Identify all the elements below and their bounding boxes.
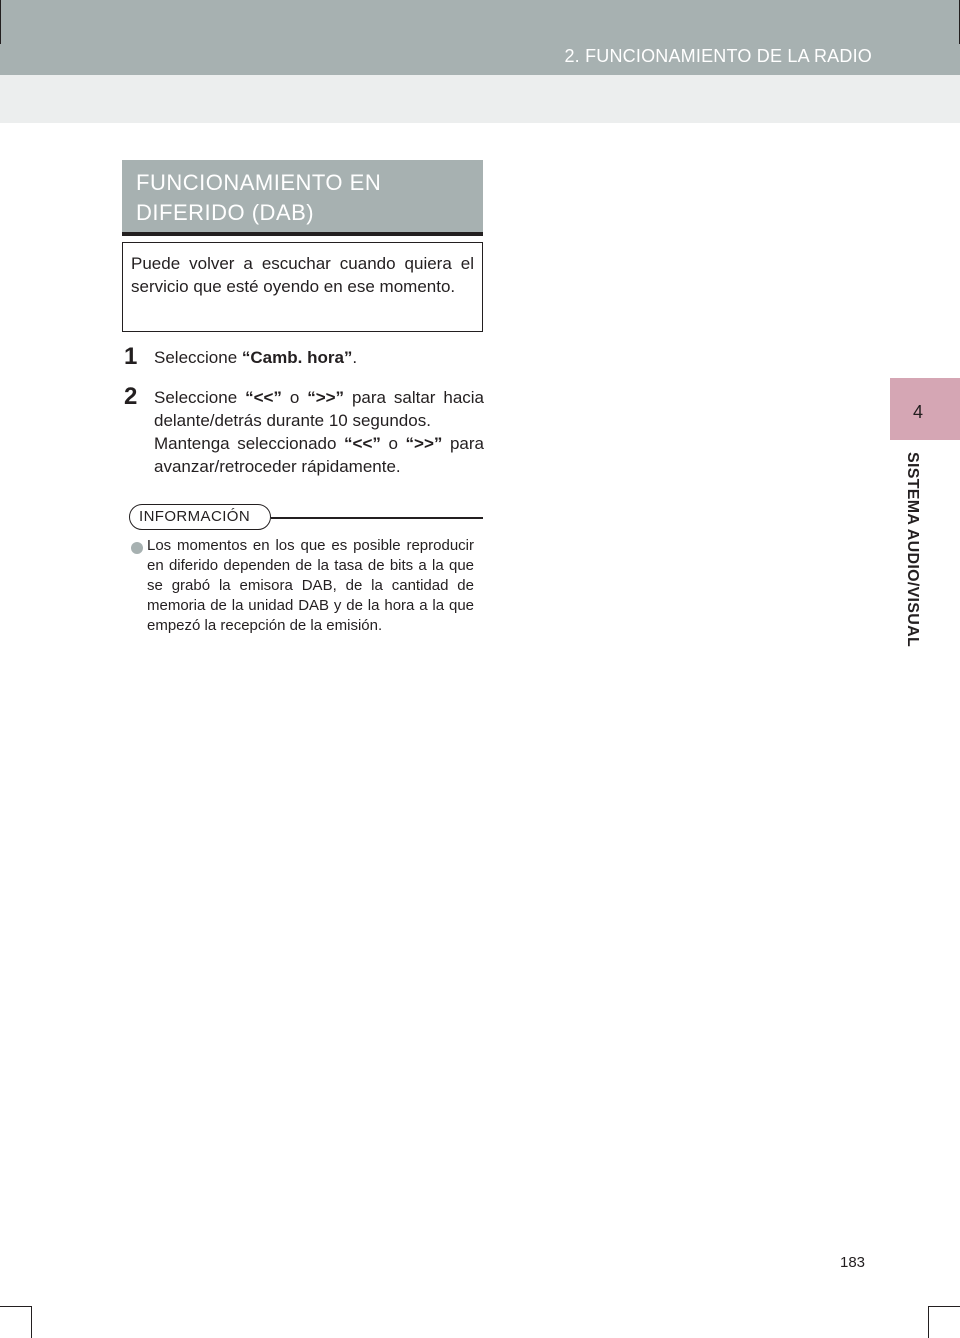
section-title: FUNCIONAMIENTO EN DIFERIDO (DAB)	[136, 170, 382, 225]
step-number: 2	[124, 383, 138, 410]
step-text	[154, 346, 484, 369]
step-button-ref: “Camb. hora”	[241, 348, 353, 367]
step-text-part: .	[352, 348, 358, 367]
info-bullet-text: Los momentos en los que es posible reproducir en diferido dependen de la tasa de bits a la que se grabó la emisora DAB, de la cantidad de memoria de la unidad DAB y de la hora a la que empezó la recepción de la emisión.	[147, 537, 474, 634]
step-text-part: Seleccione	[154, 348, 242, 367]
step-button-ref: “<<”	[245, 388, 282, 407]
step-text-part: o	[281, 388, 308, 407]
crop-mark	[929, 1306, 960, 1307]
crop-mark	[0, 0, 1, 44]
step-number: 1	[124, 343, 138, 370]
chapter-number: 4	[912, 402, 923, 422]
header-subband	[0, 75, 960, 123]
step-text	[154, 386, 484, 478]
info-rule	[271, 517, 483, 519]
running-head: 2. FUNCIONAMIENTO DE LA RADIO	[564, 46, 872, 66]
info-label: INFORMACIÓN	[139, 508, 251, 525]
step-button-ref: “>>”	[405, 434, 443, 453]
step-text-part: Seleccione	[154, 388, 246, 407]
step-text-part: para saltar hacia delante/detrás durante 10 segundos.	[154, 388, 485, 430]
step-button-ref: “>>”	[307, 388, 345, 407]
crop-mark	[928, 1306, 929, 1338]
section-heading	[122, 160, 483, 236]
intro-box	[122, 242, 483, 332]
chapter-tab	[890, 378, 960, 440]
intro-text: Puede volver a escuchar cuando quiera el servicio que esté oyendo en ese momento.	[131, 254, 474, 296]
chapter-label: SISTEMA AUDIO/VISUAL	[904, 452, 921, 648]
bullet-icon	[131, 542, 143, 554]
step-text-part: para avanzar/retroceder rápidamente.	[154, 434, 485, 476]
crop-mark	[0, 1306, 31, 1307]
step-text-part: o	[380, 434, 406, 453]
step-text-part: Mantenga seleccionado	[154, 434, 345, 453]
page-number: 183	[840, 1254, 866, 1271]
step-button-ref: “<<”	[344, 434, 381, 453]
info-label-pill	[129, 504, 271, 530]
crop-mark	[31, 1306, 32, 1338]
